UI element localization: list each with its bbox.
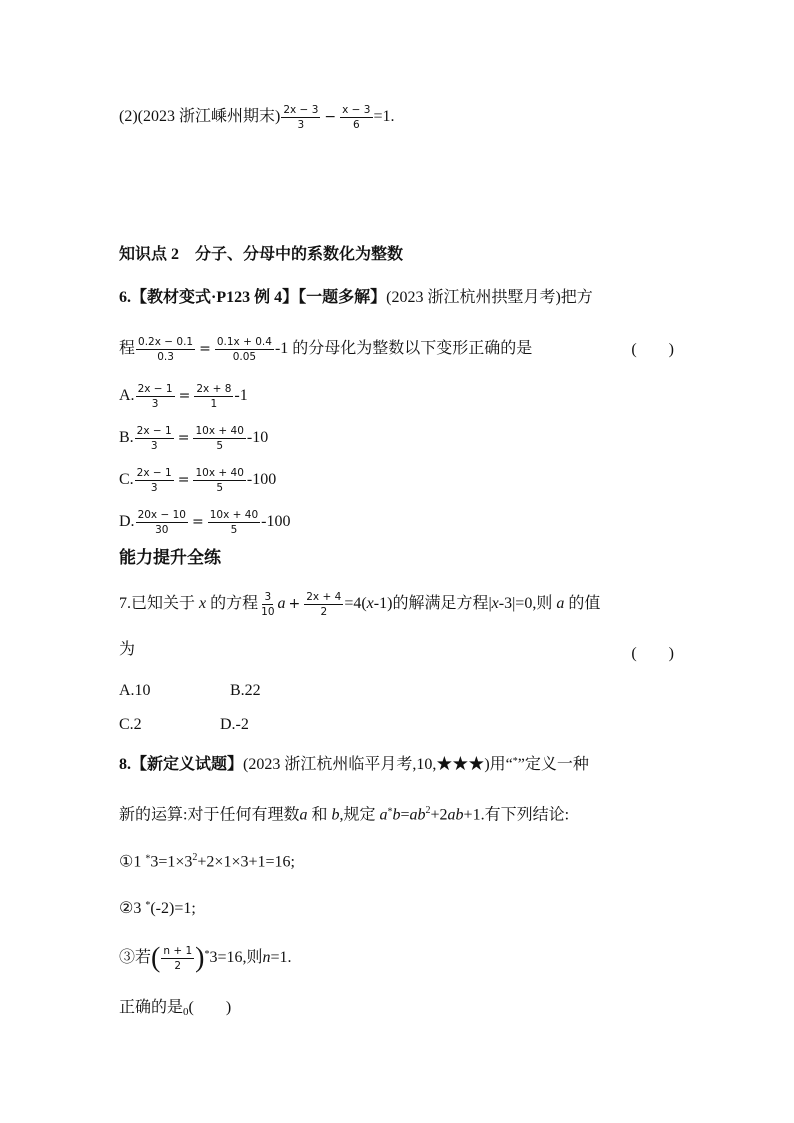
fraction: $\frac{2x + 8}{1}$ xyxy=(196,383,232,410)
question-6-line-2: 程 $\frac{0.2x - 0.1}{0.3}$ = $\frac{0.1x + 0.4}{0.05}$ -1 的分母化为整数以下变形正确的是 xyxy=(119,336,533,363)
option-d-q7[interactable]: D.-2 xyxy=(220,716,249,733)
option-b-q6[interactable]: B. $\frac{2x - 1}{3}$ = $\frac{10x + 40}{5}$ -10 xyxy=(119,425,269,452)
fraction: $\frac{10x + 40}{5}$ xyxy=(209,509,259,536)
conclusion-2: ②3 *(-2)=1; xyxy=(119,900,196,917)
question-8-tags: 8.【新定义试题】 xyxy=(119,756,244,773)
option-c-q7[interactable]: C.2 xyxy=(119,716,142,733)
option-c-q6[interactable]: C. $\frac{2x - 1}{3}$ = $\frac{10x + 40}{5}$ -100 xyxy=(119,467,277,494)
option-a-q7[interactable]: A.10 xyxy=(119,682,151,699)
section-heading-ability: 能力提升全练 xyxy=(119,548,221,567)
question-7-line-2: 为 xyxy=(119,641,136,658)
fraction: $\frac{2x - 3}{3}$ xyxy=(283,104,319,131)
fraction: $\frac{2x - 1}{3}$ xyxy=(136,425,172,452)
answer-blank-q7: ( ) xyxy=(631,645,674,662)
answer-blank-q8: ( ) xyxy=(188,999,232,1016)
fraction: $\frac{2x - 1}{3}$ xyxy=(137,383,173,410)
part2-label: (2)(2023 浙江嵊州期末) xyxy=(119,108,281,126)
question-8-line-1: 8.【新定义试题】(2023 浙江杭州临平月考,10,★★★)用“*”定义一种 xyxy=(119,756,589,773)
conclusion-1: ①1 $^*3=1\times 3^2+2\times 1\times 3+1=16$; xyxy=(119,852,295,871)
fraction: $\frac{10x + 40}{5}$ xyxy=(195,467,244,494)
question-6-tags: 6.【教材变式·P123 例 4】【一题多解】 xyxy=(119,289,387,306)
question-8-line-2: 新的运算:对于任何有理数a 和 b,规定 $a^*b=ab^2+2ab+1$.有下列结论: xyxy=(119,805,570,824)
fraction: $\frac{3}{10}$ xyxy=(261,591,275,618)
option-b-q7[interactable]: B.22 xyxy=(230,682,261,699)
fraction: $\frac{x - 3}{6}$ xyxy=(342,104,371,131)
option-a-q6[interactable]: A. $\frac{2x - 1}{3}$ = $\frac{2x + 8}{1}$ -1 xyxy=(119,383,248,410)
fraction: $\frac{2x + 4}{2}$ xyxy=(306,591,342,618)
question-6-source: (2023 浙江杭州拱墅月考)把方 xyxy=(386,289,593,306)
conclusion-3: ③若( $\frac{n + 1}{2}$ )*3=16,则n=1. xyxy=(119,942,292,974)
fraction: $\frac{20x - 10}{30}$ xyxy=(137,509,186,536)
prev-problem-part-2: (2)(2023 浙江嵊州期末) $\frac{2x - 3}{3}$ − $\frac{x - 3}{6}$ =1. xyxy=(119,104,395,131)
answer-blank-q6: ( ) xyxy=(631,341,674,358)
section-heading-knowledge-point-2: 知识点 2 分子、分母中的系数化为整数 xyxy=(119,246,404,263)
question-8-answer-line: 正确的是0( ) xyxy=(119,999,232,1018)
fraction: $\frac{0.1x + 0.4}{0.05}$ xyxy=(216,336,272,363)
question-7-line-1: 7.已知关于 x 的方程 $\frac{3}{10}$ a + $\frac{2x + 4}{2}$ =4(x-1)的解满足方程|x-3|=0,则 a 的值 xyxy=(119,591,601,618)
fraction: $\frac{10x + 40}{5}$ xyxy=(195,425,244,452)
question-6-line-1 xyxy=(119,288,593,308)
fraction: $\frac{2x - 1}{3}$ xyxy=(136,467,172,494)
option-d-q6[interactable]: D. $\frac{20x - 10}{30}$ = $\frac{10x + 40}{5}$ -100 xyxy=(119,509,291,536)
fraction: $\frac{n + 1}{2}$ xyxy=(163,945,193,972)
fraction: $\frac{0.2x - 0.1}{0.3}$ xyxy=(138,336,194,363)
